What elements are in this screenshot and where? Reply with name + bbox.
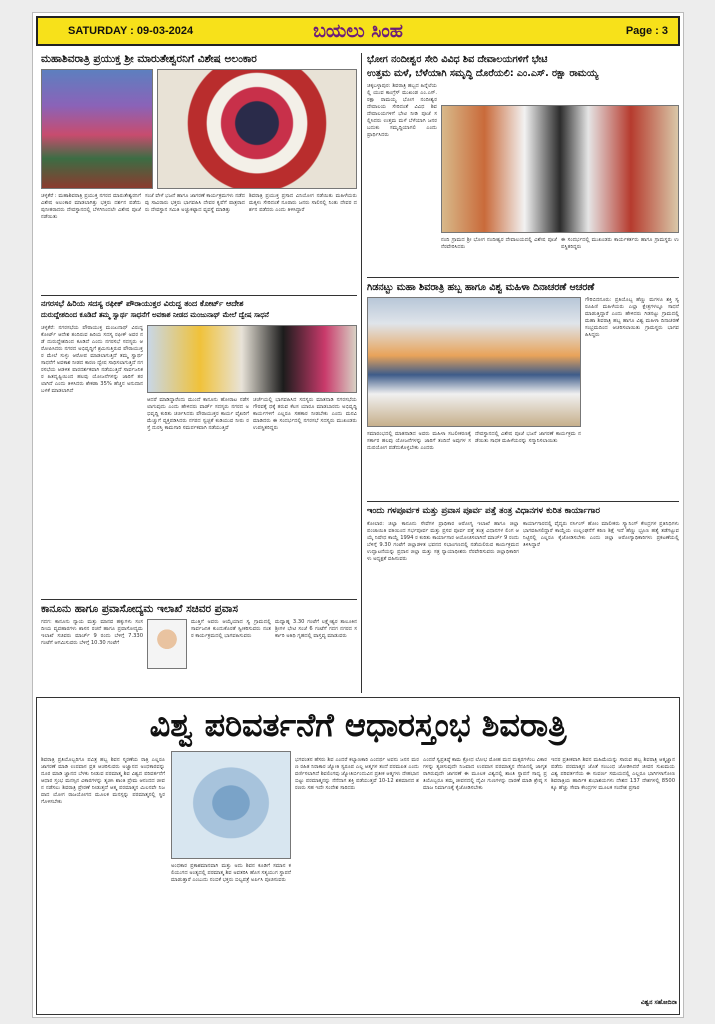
headline-temple: ಮಹಾಶಿವರಾತ್ರಿ ಪ್ರಯುಕ್ತ ಶ್ರೀ ಮಾರುತೇಶ್ವರನಿಗೆ ವಿಶೇಷ ಅಲಂಕಾರ xyxy=(41,53,257,65)
feature-body-col-5: ಇದರ ಪ್ರತೀಕವಾಗಿ ಶಿವನ ಮಹಿಮೆಯನ್ನು ಸಾರುವ ಹಬ್ಬ ಶಿವರಾತ್ರಿ ಆತ್ಮಜ್ಞಾನ ಪಡೆದು ಪರಮಾತ್ಮನ ಜೊತೆ ಸಂಬಂಧ ಜೋಡಿಸಿದರೆ ಜೀವನ ಸುಖಮಯ ವಿಶ್ವ ಪರಿವರ್ತನೆಯ ಈ ಸುವರ್ಣ ಸಮಯದಲ್ಲಿ ಎಲ್ಲರೂ ಭಾಗಿಗಳಾಗೋಣ ಶಿವರಾತ್ರಿಯ ಹಾರ್ದಿಕ ಶುಭಾಶಯಗಳು ದೇಶದ 137 ದೇಶಗಳಲ್ಲಿ 8500 ಕ್ಕೂ ಹೆಚ್ಚು ಸೇವಾ ಕೇಂದ್ರಗಳ ಮೂಲಕ ಸಂದೇಶ ಪ್ರಸಾರ xyxy=(551,757,675,791)
feature-body-col-3: ಭಗವಂತನ ಹೆಸರು ಶಿವ ಎಂದರೆ ಕಲ್ಯಾಣಕಾರಿ ಎಂದರ್ಥ ಅವನು ಜನನ ಮರಣ ರಹಿತ ನಿರಾಕಾರ ಜ್ಯೋತಿ ಸ್ವರೂಪ ಎಲ್ಲ ಆತ್ಮಗಳ ತಂದೆ ಪರಮಪಿತ ಎಂದು ವರ್ಣಿಸಲಾಗಿದೆ ಶಿವಲಿಂಗವು ಜ್ಯೋತಿರ್ಬಿಂದುವಿನ ಪ್ರತೀಕ ಆತ್ಮಗಳು ದೇಹಭಾನ ಬಿಟ್ಟು ಪರಮಾತ್ಮನನ್ನು ನೆನೆದಾಗ ಶಕ್ತಿ ಪಡೆಯುತ್ತವೆ 10-12 ಶತಮಾನದ ಶರಣರು ಸಹ ಇದೇ ಸಂದೇಶ ಸಾರಿದರು xyxy=(295,757,419,791)
lord-shiva-illustration xyxy=(171,751,291,859)
programs-body-col-1: ಕೋಲಾರ: ಜಿಲ್ಲಾ ಕಾನೂನು ಸೇವೆಗಳ ಪ್ರಾಧಿಕಾರ ಆರೋಗ್ಯ ಇಲಾಖೆ ಹಾಗೂ ಜಿಲ್ಲಾ ಪಂಚಾಯಿತಿ ವತಿಯಿಂದ ಗರ್ಭಪೂರ್ವ ಮತ್ತು ಪ್ರಸವ ಪೂರ್ವ ಪತ್ತೆ ತಂತ್ರ ವಿಧಾನಗಳ ಲಿಂಗ ಆಯ್ಕೆ ನಿಷೇಧ ಕಾಯ್ದೆ 1994 ರ ಕುರಿತು ಕಾರ್ಯಾಗಾರ ಆಯೋಜಿಸಲಾಗಿದೆ ಮಾರ್ಚ್ 9 ರಂದು ಬೆಳಿಗ್ಗೆ 9.30 ಗಂಟೆಗೆ ಜಿಲ್ಲಾಡಳಿತ ಭವನದ ಸಭಾಂಗಣದಲ್ಲಿ ನಡೆಯಲಿರುವ ಕಾರ್ಯಕ್ರಮದ ಉದ್ಘಾಟನೆಯನ್ನು ಪ್ರಧಾನ ಜಿಲ್ಲಾ ಮತ್ತು ಸತ್ರ ನ್ಯಾಯಾಧೀಶರು ನೆರವೇರಿಸುವರು ಜಿಲ್ಲಾಧಿಕಾರಿಗಳು ಅಧ್ಯಕ್ಷತೆ ವಹಿಸುವರು xyxy=(367,521,519,562)
womensday-body-col-2: ದೇವಸ್ಥಾನದಲ್ಲಿ ವಿಶೇಷ ಪೂಜೆ ಭಜನೆ ಜಾಗರಣೆ ಕಾರ್ಯಕ್ರಮ ನಡೆಯಿತು ಸಾಧಕ ಮಹಿಳೆಯರನ್ನು ಸನ್ಮಾನಿಸಲಾಯಿತು xyxy=(475,431,581,444)
newspaper-title: ಬಯಲು ಸಿಂಹ xyxy=(313,20,403,42)
feature-signoff: ವಿಶ್ವನ ಸಹೋದಿನಾ xyxy=(640,999,677,1006)
honour-body-col-3: ಚರ್ಚೆಯಲ್ಲಿ ಭಾಗವಹಿಸಿದ ಸದಸ್ಯರು ಮಾತನಾಡಿ ನಗರಸಭೆಯ ಗೌರವಕ್ಕೆ ಧಕ್ಕೆ ತರುವ ಕೆಲಸ ಯಾರೂ ಮಾಡಬಾರದು ಅಭಿವೃದ್ಧಿ ಕಾರ್ಯಗಳಿಗೆ ಎಲ್ಲರೂ ಸಹಕಾರ ನೀಡಬೇಕು ಎಂದು ಮನವಿ ಮಾಡಿದರು ಈ ಸಂದರ್ಭದಲ್ಲಿ ನಗರಸಭೆ ಸದಸ್ಯರು ಮುಖಂಡರು ಉಪಸ್ಥಿತರಿದ್ದರು xyxy=(253,397,357,431)
honour-body-col-1: ಚಳ್ಳಕೆರೆ: ನಗರಸಭೆಯ ಪೌರಾಯುಕ್ತ ಮಂಜುನಾಥ್ ವಿರುದ್ಧ ಕೋರ್ಟ್ ಆದೇಶ ತಂದಿರುವ ಹಿರಿಯ ಸದಸ್ಯ ರಫೀಕ್ ಅವರ ನಡೆ ದುರುದ್ದೇಶದಿಂದ ಕೂಡಿದೆ ಎಂದು ನಗರಸಭೆ ಸದಸ್ಯರು ಆರೋಪಿಸಿದರು ನಗರದ ಅಭಿವೃದ್ಧಿಗೆ ಶ್ರಮಿಸುತ್ತಿರುವ ಪೌರಾಯುಕ್ತರ ಮೇಲೆ ಸುಳ್ಳು ಆರೋಪ ಮಾಡಲಾಗುತ್ತಿದೆ ತಮ್ಮ ಸ್ವಾರ್ಥ ಸಾಧನೆಗೆ ಅವಕಾಶ ನೀಡದ ಕಾರಣ ದ್ವೇಷ ಸಾಧಿಸಲಾಗುತ್ತಿದೆ ನಗರಸಭೆಯ ಆಡಳಿತ ಪಾರದರ್ಶಕವಾಗಿ ನಡೆಯುತ್ತಿದೆ ಸಾರ್ವಜನಿಕರ ಹಿತದೃಷ್ಟಿಯಿಂದ ಹಲವು ಯೋಜನೆಗಳನ್ನು ಜಾರಿಗೆ ತರಲಾಗಿದೆ ಎಂದು ತಿಳಿಸಿದರು ಶೇಕಡಾ 35% ಹೆಚ್ಚಿನ ಅನುದಾನ ಬಳಕೆ ಮಾಡಲಾಗಿದೆ xyxy=(41,325,143,394)
headline-feature: ವಿಶ್ವ ಪರಿವರ್ತನೆಗೆ ಆಧಾರಸ್ತಂಭ ಶಿವರಾತ್ರಿ xyxy=(149,706,567,744)
headline-womensday: ಗಿಡನಟ್ಟು ಮಹಾ ಶಿವರಾತ್ರಿ ಹಬ್ಬ ಹಾಗೂ ವಿಶ್ವ ಮಹಿಳಾ ದಿನಾಚರಣೆ ಆಚರಣೆ xyxy=(367,282,595,293)
press-meet-photo xyxy=(147,325,357,393)
decorated-deity-photo xyxy=(157,69,357,189)
womens-day-photo xyxy=(367,297,581,427)
temple-body-col-3: ಶಿವರಾತ್ರಿ ಪ್ರಯುಕ್ತ ಪ್ರಸಾದ ವಿನಿಯೋಗ ನಡೆಯಿತು ಮಹಿಳೆಯರು ಮಕ್ಕಳು ಸೇರಿದಂತೆ ನೂರಾರು ಜನರು ಸಾಲಿನಲ್ಲಿ ನಿಂತು ದೇವರ ದರ್ಶನ ಪಡೆದರು ಎಂದು ತಿಳಿಸಿದ್ದಾರೆ xyxy=(249,193,357,213)
divider xyxy=(367,501,679,502)
visit-body-col-1: ಚಿಕ್ಕಬಳ್ಳಾಪುರ: ಶಿವರಾತ್ರಿ ಹಬ್ಬದ ಹಿನ್ನೆಲೆಯಲ್ಲಿ ಯುವ ಕಾಂಗ್ರೆಸ್ ಮುಖಂಡ ಎಂ.ಎಸ್. ರಕ್ಷಾ ರಾಮಯ್ಯ ಭೋಗ ನಂದೀಶ್ವರ ದೇವಾಲಯ ಸೇರಿದಂತೆ ವಿವಿಧ ಶಿವ ದೇವಾಲಯಗಳಿಗೆ ಭೇಟಿ ನೀಡಿ ಪೂಜೆ ಸಲ್ಲಿಸಿದರು ಉತ್ತಮ ಮಳೆ ಬೆಳೆಯಾಗಿ ಜನರ ಬದುಕು ಸಮೃದ್ಧಿಯಾಗಲಿ ಎಂದು ಪ್ರಾರ್ಥಿಸಿದರು xyxy=(367,83,437,138)
visit-body-col-3: ಈ ಸಂದರ್ಭದಲ್ಲಿ ಮುಖಂಡರು ಕಾರ್ಯಕರ್ತರು ಹಾಗೂ ಗ್ರಾಮಸ್ಥರು ಉಪಸ್ಥಿತರಿದ್ದರು xyxy=(561,237,679,250)
temple-body-col-2: ಸಂಜೆ ವೇಳೆ ಭಜನೆ ಹಾಗೂ ಜಾಗರಣೆ ಕಾರ್ಯಕ್ರಮಗಳು ನಡೆದವು ಸಾವಿರಾರು ಭಕ್ತರು ಭಾಗವಹಿಸಿ ದೇವರ ಕೃಪೆಗೆ ಪಾತ್ರರಾದರು ದೇವಸ್ಥಾನ ಸಮಿತಿ ಅಚ್ಚುಕಟ್ಟಾದ ವ್ಯವಸ್ಥೆ ಮಾಡಿತ್ತು xyxy=(145,193,245,213)
divider xyxy=(367,277,679,278)
temple-crowd-photo xyxy=(41,69,153,189)
headline-minister: ಕಾನೂನು ಹಾಗೂ ಪ್ರವಾಸೋದ್ಯಮ ಇಲಾಖೆ ಸಚಿವರ ಪ್ರವಾಸ xyxy=(41,603,238,615)
minister-body-col-1: ಗದಗ: ಕಾನೂನು ನ್ಯಾಯ ಮತ್ತು ಮಾನವ ಹಕ್ಕುಗಳು ಸಂಸದೀಯ ವ್ಯವಹಾರಗಳು ಶಾಸನ ರಚನೆ ಹಾಗೂ ಪ್ರವಾಸೋದ್ಯಮ ಇಲಾಖೆ ಸಚಿವರು ಮಾರ್ಚ್ 9 ರಂದು ಬೆಳಿಗ್ಗೆ 7.330 ಗಂಟೆಗೆ ಆಗಮಿಸುವರು ಬೆಳಿಗ್ಗೆ 10.30 ಗಂಟೆಗೆ xyxy=(41,619,143,646)
feature-body-col-2: ಅಂಧಕಾರ ಪ್ರಕಾಶಮಾನವಾಗಿ ಮತ್ತು ಅದು ಶಿವನ ಕೂಡಿಗೆ ಸಮಾನ ಕಲಿಯುಗದ ಅಂತ್ಯದಲ್ಲಿ ಪರಮಾತ್ಮ ಶಿವ ಅವತರಿಸಿ ಹೊಸ ಸತ್ಯಯುಗ ಸ್ಥಾಪನೆ ಮಾಡುತ್ತಾರೆ ಎಂಬುದು ನಂಬಿಕೆ ಭಕ್ತರು ಬಿಲ್ವಪತ್ರೆ ಅರ್ಪಿಸಿ ಪೂಜಿಸುವರು xyxy=(171,863,291,883)
womensday-body-col-1: ಸಮಾರಂಭದಲ್ಲಿ ಮಾತನಾಡಿದ ಅವರು ಮಹಿಳಾ ಸಬಲೀಕರಣಕ್ಕೆ ಸರ್ಕಾರ ಹಲವು ಯೋಜನೆಗಳನ್ನು ಜಾರಿಗೆ ತಂದಿದೆ ಅವುಗಳ ಸದುಪಯೋಗ ಪಡೆದುಕೊಳ್ಳಬೇಕು ಎಂದರು xyxy=(367,431,471,451)
honour-body-col-2: ಆದರೆ ಮಾಡಿದ್ದಾರೆಂದು ಮುಂದೆ ಕಾನೂನು ಹೋರಾಟ ನಡೆಸಲಾಗುವುದು ಎಂದು ಹೇಳಿದರು ವಾರ್ಡ್ ಸದಸ್ಯರು ನಗರದ ಅಭಿವೃದ್ಧಿ ಕುರಿತು ಚರ್ಚಿಸಿದರು ಪೌರಾಯುಕ್ತರ ಕಾರ್ಯ ವೈಖರಿಗೆ ಮೆಚ್ಚುಗೆ ವ್ಯಕ್ತಪಡಿಸಿದರು ನಗರದ ಸ್ವಚ್ಛತೆ ಕುಡಿಯುವ ನೀರು ರಸ್ತೆ ದುರಸ್ತಿ ಕಾಮಗಾರಿ ಸಮರ್ಪಕವಾಗಿ ನಡೆಯುತ್ತಿವೆ xyxy=(147,397,249,431)
temple-body-col-1: ಚಳ್ಳಕೆರೆ : ಮಹಾಶಿವರಾತ್ರಿ ಪ್ರಯುಕ್ತ ನಗರದ ಮಾರುತೇಶ್ವರನಿಗೆ ವಿಶೇಷ ಅಲಂಕಾರ ಮಾಡಲಾಗಿತ್ತು ಭಕ್ತರು ದರ್ಶನ ಪಡೆದು ಪುನೀತರಾದರು ದೇವಸ್ಥಾನದಲ್ಲಿ ಬೆಳಗಿನಿಂದಲೇ ವಿಶೇಷ ಪೂಜೆ ನಡೆಯಿತು xyxy=(41,193,141,220)
issue-date: SATURDAY : 09-03-2024 xyxy=(68,25,194,37)
headline-visit-2: ಉತ್ತಮ ಮಳೆ, ಬೆಳೆಯಾಗಿ ಸಮೃದ್ಧಿ ದೊರೆಯಲಿ: ಎಂ.ಎಸ್. ರಕ್ಷಾ ರಾಮಯ್ಯ xyxy=(367,68,599,79)
headline-honour-2: ದುರುದ್ದೇಶದಿಂದ ಕೂಡಿದೆ ತಮ್ಮ ಸ್ವಾರ್ಥ ಸಾಧನೆಗೆ ಅವಕಾಶ ನೀಡದ ಮಂಜುನಾಥ್ ಮೇಲೆ ದ್ವೇಷ ಸಾಧನೆ xyxy=(41,311,269,319)
minister-portrait xyxy=(147,619,187,669)
headline-visit-1: ಭೋಗ ನಂದೀಶ್ವರ ಸೇರಿ ವಿವಿಧ ಶಿವ ದೇವಾಲಯಗಳಿಗೆ ಭೇಟಿ xyxy=(367,54,548,65)
womensday-body-col-3: ಗೌರಿಬಿದನೂರು: ಪ್ರತಿಯೊಬ್ಬ ಹೆಣ್ಣು ಮಗಳೂ ಶಕ್ತಿ ಸ್ವರೂಪಿಣಿ ಮಹಿಳೆಯರು ಎಲ್ಲಾ ಕ್ಷೇತ್ರಗಳಲ್ಲೂ ಸಾಧನೆ ಮಾಡುತ್ತಿದ್ದಾರೆ ಎಂದು ಹೇಳಿದರು ಗಿಡನಟ್ಟು ಗ್ರಾಮದಲ್ಲಿ ಮಹಾ ಶಿವರಾತ್ರಿ ಹಬ್ಬ ಹಾಗೂ ವಿಶ್ವ ಮಹಿಳಾ ದಿನಾಚರಣೆ ಸಂಭ್ರಮದಿಂದ ಆಚರಿಸಲಾಯಿತು ಗ್ರಾಮಸ್ಥರು ಭಾಗವಹಿಸಿದ್ದರು xyxy=(585,297,679,338)
minister-body-col-3: ಮಧ್ಯಾಹ್ನ 3.30 ಗಂಟೆಗೆ ಲಕ್ಷ್ಮೇಶ್ವರ ತಾಲೂಕಿನ ಶ್ರೀಗಳ ಭೇಟಿ ಸಂಜೆ 6 ಗಂಟೆಗೆ ಗದಗ ನಗರದ ಸರ್ಕಾರಿ ಅತಿಥಿ ಗೃಹದಲ್ಲಿ ವಾಸ್ತವ್ಯ ಮಾಡುವರು xyxy=(275,619,357,639)
divider xyxy=(41,599,357,600)
temple-visit-photo xyxy=(441,105,679,233)
page-number: Page : 3 xyxy=(625,25,668,37)
feature-body-col-1: ಶಿವರಾತ್ರಿ ಪ್ರತಿಯೊಬ್ಬರಿಗೂ ಪವಿತ್ರ ಹಬ್ಬ ಶಿವನ ಸ್ಮರಣೆಯ ರಾತ್ರಿ ಎಲ್ಲರೂ ಜಾಗರಣೆ ಮಾಡಿ ಉಪವಾಸ ವ್ರತ ಆಚರಿಸುವರು ಅಜ್ಞಾನದ ಅಂಧಕಾರವನ್ನು ದೂರ ಮಾಡಿ ಜ್ಞಾನದ ಬೆಳಕು ನೀಡುವ ಪರಮಾತ್ಮ ಶಿವ ವಿಶ್ವದ ಪರಿವರ್ತನೆಗೆ ಆಧಾರ ಸ್ತಂಭ ಮನಸ್ಸಿನ ವಿಕಾರಗಳನ್ನು ತ್ಯಜಿಸಿ ಶಾಂತಿ ಪ್ರೇಮ ಆನಂದದ ಜೀವನ ನಡೆಸಲು ಶಿವರಾತ್ರಿ ಪ್ರೇರಣೆ ನೀಡುತ್ತದೆ ಆತ್ಮ ಪರಮಾತ್ಮನ ಮಿಲನವೇ ನಿಜವಾದ ಯೋಗ ರಾಜಯೋಗದ ಮೂಲಕ ಮನಸ್ಸನ್ನು ಪರಮಾತ್ಮನಲ್ಲಿ ಸ್ಥಿರಗೊಳಿಸಬೇಕು xyxy=(41,757,165,805)
minister-body-col-2: ಮುತ್ತಿಗೆ ಅವರು ಆಯ್ಕೆಯಾದ ಸ್ವ ಗ್ರಾಮದಲ್ಲಿ ಸಾರ್ವಜನಿಕ ಕುಂದುಕೊರತೆ ಸ್ವೀಕರಿಸುವರು ನಂತರ ಕಾರ್ಯಕ್ರಮದಲ್ಲಿ ಭಾಗವಹಿಸುವರು xyxy=(191,619,271,639)
feature-body-col-4: ಎಂದರೆ ಸ್ವಪ್ರತಿಷ್ಠೆ ಕಾಮ ಕ್ರೋಧ ಲೋಭ ಮೋಹ ಮದ ಮತ್ಸರಗಳೆಂಬ ವಿಕಾರಗಳನ್ನು ತ್ಯಜಿಸುವುದೇ ನಿಜವಾದ ಉಪವಾಸ ಪರಮಾತ್ಮನ ನೆನಪಿನಲ್ಲಿ ಜಾಗೃತರಾಗಿರುವುದೇ ಜಾಗರಣೆ ಈ ಮೂಲಕ ವಿಶ್ವದಲ್ಲಿ ಶಾಂತಿ ಸ್ಥಾಪನೆ ಸಾಧ್ಯ ಪ್ರತಿಯೊಬ್ಬರೂ ತಮ್ಮ ಜೀವನದಲ್ಲಿ ದೈವೀ ಗುಣಗಳನ್ನು ಧಾರಣೆ ಮಾಡಿ ಶ್ರೇಷ್ಠ ಸಮಾಜ ನಿರ್ಮಾಣಕ್ಕೆ ಕೈಜೋಡಿಸಬೇಕು xyxy=(423,757,547,791)
newspaper-page xyxy=(32,12,684,1018)
visit-body-col-2: ನಂದಿ ಗ್ರಾಮದ ಶ್ರೀ ಭೋಗ ನಂದೀಶ್ವರ ದೇವಾಲಯದಲ್ಲಿ ವಿಶೇಷ ಪೂಜೆ ನೆರವೇರಿಸಿದರು xyxy=(441,237,557,250)
headline-honour-1: ನಗರಸಭೆ ಹಿರಿಯ ಸದಸ್ಯ ರಫೀಕ್ ಪೌರಾಯುಕ್ತರ ವಿರುದ್ಧ ತಂದ ಕೋರ್ಟ್ ಆದೇಶ xyxy=(41,299,244,308)
divider xyxy=(41,295,357,296)
masthead xyxy=(36,16,680,46)
headline-programs: ಇಂದು ಗಳಪೂರ್ವಕ ಮತ್ತು ಪ್ರವಾಸ ಪೂರ್ವ ಪತ್ತೆ ತಂತ್ರ ವಿಧಾನಗಳ ಕುರಿತ ಕಾರ್ಯಾಗಾರ xyxy=(367,506,601,516)
column-divider xyxy=(361,53,362,693)
programs-body-col-2: ಕಾರ್ಯಾಗಾರದಲ್ಲಿ ವೈದ್ಯರು ನರ್ಸಿಂಗ್ ಹೋಂ ಮಾಲೀಕರು ಸ್ಕ್ಯಾನಿಂಗ್ ಕೇಂದ್ರಗಳ ಪ್ರತಿನಿಧಿಗಳು ಭಾಗವಹಿಸಲಿದ್ದಾರೆ ಕಾಯ್ದೆಯ ಉಲ್ಲಂಘನೆಗೆ ಕಠಿಣ ಶಿಕ್ಷೆ ಇದೆ ಹೆಣ್ಣು ಭ್ರೂಣ ಹತ್ಯೆ ತಡೆಗಟ್ಟುವ ನಿಟ್ಟಿನಲ್ಲಿ ಎಲ್ಲರೂ ಕೈಜೋಡಿಸಬೇಕು ಎಂದು ಜಿಲ್ಲಾ ಆರೋಗ್ಯಾಧಿಕಾರಿಗಳು ಪ್ರಕಟಣೆಯಲ್ಲಿ ತಿಳಿಸಿದ್ದಾರೆ xyxy=(523,521,679,548)
